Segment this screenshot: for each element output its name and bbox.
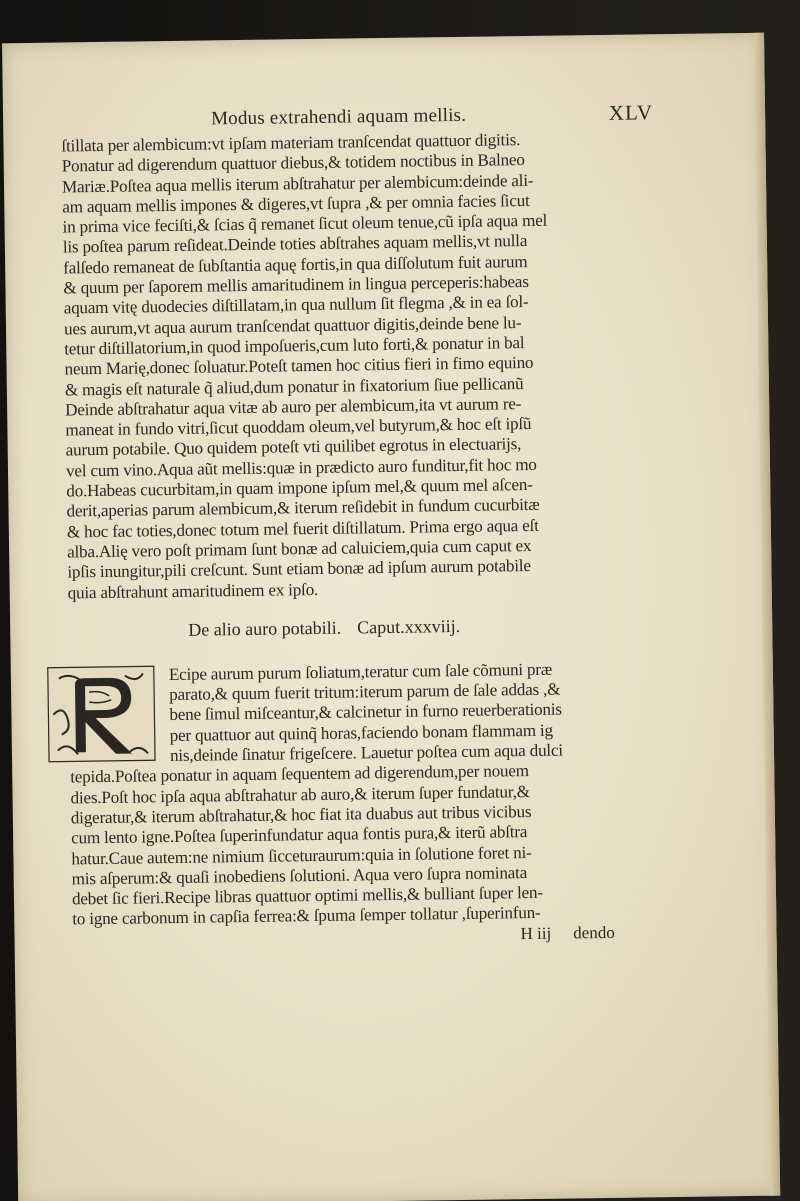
text-line: per quattuor aut quinq̃ horas,faciendo bonam flammam ig (169, 720, 554, 745)
text-line: falſedo remaneat de ſubſtantia aquę fortis,in qua diſſolutum fuit aurum (63, 251, 528, 278)
text-line: debet ſic fieri.Recipe libras quattuor optimi mellis,& bulliant ſuper len- (71, 882, 543, 909)
book-page (2, 33, 780, 1201)
text-line: Ecipe aurum purum ſoliatum,teratur cum ſale cõmuni præ (168, 659, 553, 684)
text-line: am aquam mellis impones & digeres,vt ſupra ,& per omnia facies ſicut (62, 190, 530, 217)
text-line: lis poſtea parum reſideat.Deinde toties abſtrahes aquam mellis,vt nulla (62, 231, 528, 257)
catchword: dendo (573, 922, 615, 943)
text-line: maneat in fundo vitri,ſicut quoddam oleum,vel butyrum,& hoc eſt ipſũ (65, 414, 532, 440)
chapter-number: Caput.xxxviij. (357, 615, 461, 638)
text-line: mis aſperum:& quaſi inobediens ſolutioni. Aqua vero ſupra nominata (71, 862, 528, 889)
text-line: derit,aperias parum alembicum,& iterum reſidebit in fundum cucurbitæ (66, 495, 540, 521)
text-line: aquam vitę duodecies diſtillatam,in qua nullum ſit flegma ,& in ea ſol- (63, 292, 529, 318)
text-line: to igne carbonum in capſia ferrea:& ſpuma ſemper tollatur ,ſuperinfun- (72, 903, 541, 929)
text-block (61, 98, 653, 950)
text-line: in prima vice feciſti,& ſcias q̃ remanet ſicut oleum tenue,cũ ipſa aqua mel (62, 210, 548, 237)
text-line: cum lento igne.Poſtea ſuperinfundatur aqua fontis pura,& iterũ abſtra (71, 822, 528, 848)
text-line: parato,& quum fuerit tritum:iterum parum de ſale addas ,& (169, 679, 561, 705)
text-line: & quum per ſaporem mellis amaritudinem in lingua perceperis:habeas (63, 272, 529, 298)
folio-number: XLV (608, 100, 654, 125)
text-line: & hoc fac toties,donec totum mel fuerit diſtillatum. Prima ergo aqua eſt (66, 515, 539, 542)
text-line: Deinde abſtrahatur aqua vitæ ab auro per alembicum,ita vt aurum re- (65, 393, 522, 420)
text-line: tetur diſtillatorium,in quod impoſueris,cum luto forti,& ponatur in bal (64, 333, 525, 359)
text-line: alba.Alię vero poſt primam ſunt bonæ ad caluiciem,quia cum caput ex (67, 535, 532, 562)
signature-mark: H iij (520, 923, 552, 943)
text-line: Ponatur ad digerendum quattuor diebus,& totidem noctibus in Balneo (61, 150, 525, 176)
text-line: do.Habeas cucurbitam,in quam impone ipſum mel,& quum mel aſcen- (66, 475, 533, 501)
text-line: quia abſtrahunt amaritudinem ex ipſo. (67, 579, 319, 602)
text-line: digeratur,& iterum abſtrahatur,& hoc fiat ita duabus aut tribus vicibus (70, 801, 532, 828)
chapter-heading (68, 613, 648, 642)
text-line: hatur.Caue autem:ne nimium ſicceturaurum:quia in ſolutione foret ni- (71, 842, 532, 868)
text-line: bene ſimul miſceantur,& calcinetur in furno reuerberationis (169, 699, 562, 725)
text-line: tepida.Poſtea ponatur in aquam ſequentem ad digerendum,per nouem (70, 761, 529, 787)
running-title: Modus extrahendi aquam mellis. (210, 104, 467, 130)
text-line: neum Marię,donec ſoluatur.Poteſt tamen hoc citius fieri in fimo equino (64, 353, 534, 379)
text-line: aurum potabile. Quo quidem poteſt vti quilibet egrotus in electuarijs, (65, 434, 522, 460)
text-line: ſtillata per alembicum:vt ipſam materiam tranſcendat quattuor digitis. (61, 130, 521, 156)
text-line: dies.Poſt hoc ipſa aqua abſtrahatur ab auro,& iterum ſuper fundatur,& (70, 781, 530, 808)
text-line: & magis eſt naturale q̃ aliud,dum ponatur in fixatorium ſiue pellicanũ (64, 373, 524, 400)
paragraph-with-initial (69, 658, 653, 930)
text-line: Mariæ.Poſtea aqua mellis iterum abſtrahatur per alembicum:deinde ali- (61, 170, 534, 197)
text-line: vel cum vino.Aqua aũt mellis:quæ in prædicto auro funditur,fit hoc mo (65, 454, 537, 481)
text-line: ipſis inungitur,pili creſcunt. Sunt etiam bonæ ad ipſum aurum potabile (67, 556, 531, 582)
paragraph-continued (61, 128, 647, 603)
text-line: ues aurum,vt aqua aurum tranſcendat quattuor digitis,deinde bene lu- (63, 312, 522, 339)
page-edge (754, 33, 780, 1196)
chapter-title: De alio auro potabili. (188, 617, 342, 640)
text-line: nis,deinde ſinatur frigeſcere. Lauetur poſtea cum aqua dulci (169, 740, 563, 766)
drop-initial-r-icon (45, 663, 158, 765)
